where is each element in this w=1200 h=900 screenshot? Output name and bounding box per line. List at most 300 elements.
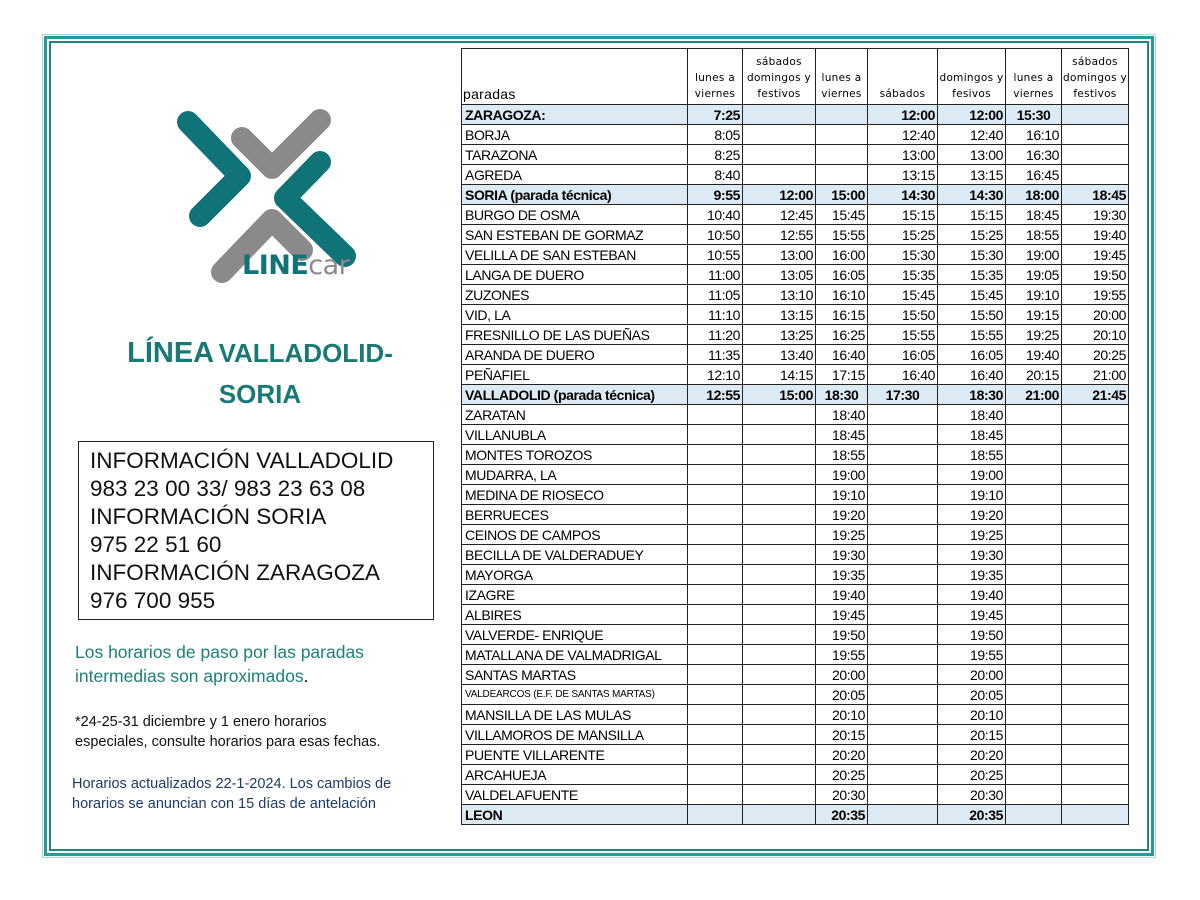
stop-label: VALVERDE- ENRIQUE — [465, 626, 604, 643]
timetable — [461, 48, 1129, 825]
time-cell — [816, 105, 868, 125]
time-cell: 16:30 — [1006, 145, 1062, 165]
time-cell: 13:25 — [743, 325, 816, 345]
time-cell — [688, 665, 743, 685]
time-cell — [1062, 665, 1129, 685]
stop-name — [462, 125, 688, 145]
header-stops: paradas — [462, 49, 688, 105]
time-cell: 19:35 — [938, 565, 1006, 585]
stop-name — [462, 785, 688, 805]
table-row — [462, 605, 1129, 625]
time-cell — [1062, 725, 1129, 745]
time-cell — [1062, 765, 1129, 785]
stop-label: VILLANUBLA — [465, 426, 546, 443]
time-cell: 12:55 — [743, 225, 816, 245]
time-cell — [743, 585, 816, 605]
time-cell: 13:15 — [938, 165, 1006, 185]
time-cell — [1062, 685, 1129, 705]
contact-info-box — [78, 441, 434, 620]
time-cell: 16:45 — [1006, 165, 1062, 185]
time-cell — [688, 505, 743, 525]
time-cell — [1062, 525, 1129, 545]
time-cell — [743, 525, 816, 545]
time-cell — [1062, 465, 1129, 485]
time-cell — [868, 805, 938, 825]
table-row — [462, 805, 1129, 825]
time-cell: 19:40 — [1006, 345, 1062, 365]
stop-label: SAN ESTEBAN DE GORMAZ — [465, 226, 644, 243]
special-dates-note — [75, 712, 445, 752]
stop-label: VILLAMOROS DE MANSILLA — [465, 726, 644, 743]
stop-name — [462, 765, 688, 785]
header-col-1: lunes a viernes — [688, 49, 743, 105]
time-cell: 21:45 — [1062, 385, 1129, 405]
time-cell — [1062, 145, 1129, 165]
time-cell — [868, 505, 938, 525]
time-cell — [1062, 565, 1129, 585]
time-cell — [1062, 645, 1129, 665]
updated-note — [72, 774, 452, 814]
time-cell: 19:30 — [938, 545, 1006, 565]
time-cell: 18:40 — [816, 405, 868, 425]
time-cell: 20:30 — [938, 785, 1006, 805]
stop-name — [462, 565, 688, 585]
time-cell: 20:15 — [816, 725, 868, 745]
time-cell: 20:30 — [816, 785, 868, 805]
stop-name — [462, 585, 688, 605]
time-cell — [688, 705, 743, 725]
time-cell — [743, 445, 816, 465]
time-cell — [743, 645, 816, 665]
time-cell — [868, 445, 938, 465]
table-row — [462, 385, 1129, 405]
stop-label: MUDARRA, LA — [465, 466, 557, 483]
stop-name — [462, 345, 688, 365]
time-cell — [1006, 685, 1062, 705]
stop-label: CEINOS DE CAMPOS — [465, 526, 601, 543]
table-row — [462, 165, 1129, 185]
time-cell: 16:15 — [816, 305, 868, 325]
time-cell: 15:35 — [938, 265, 1006, 285]
table-row — [462, 765, 1129, 785]
stop-label: ZUZONES — [465, 286, 530, 303]
stop-label: BURGO DE OSMA — [465, 206, 580, 223]
time-cell: 20:15 — [938, 725, 1006, 745]
time-cell: 10:55 — [688, 245, 743, 265]
time-cell — [743, 745, 816, 765]
time-cell — [743, 125, 816, 145]
table-row — [462, 265, 1129, 285]
stop-label: PUENTE VILLARENTE — [465, 746, 605, 763]
time-cell: 14:15 — [743, 365, 816, 385]
header-col-5: domingos y fesivos — [938, 49, 1006, 105]
table-row — [462, 185, 1129, 205]
time-cell: 19:30 — [1062, 205, 1129, 225]
stop-name — [462, 385, 688, 405]
time-cell — [743, 485, 816, 505]
time-cell: 9:55 — [688, 185, 743, 205]
time-cell: 18:55 — [1006, 225, 1062, 245]
time-cell: 16:05 — [938, 345, 1006, 365]
time-cell: 12:00 — [938, 105, 1006, 125]
stop-name — [462, 365, 688, 385]
timetable-header-row — [462, 49, 1129, 105]
time-cell: 19:10 — [938, 485, 1006, 505]
table-row — [462, 785, 1129, 805]
stop-name — [462, 725, 688, 745]
time-cell: 19:10 — [816, 485, 868, 505]
stop-label: VID, LA — [465, 306, 511, 323]
time-cell: 13:15 — [868, 165, 938, 185]
logo-word-car: car — [308, 250, 350, 281]
table-row — [462, 205, 1129, 225]
time-cell — [868, 525, 938, 545]
stop-label: VALDEARCOS (E.F. DE SANTAS MARTAS) — [465, 689, 655, 700]
table-row — [462, 665, 1129, 685]
time-cell: 15:55 — [816, 225, 868, 245]
route-title — [60, 335, 460, 417]
time-cell — [688, 445, 743, 465]
time-cell: 18:45 — [816, 425, 868, 445]
time-cell — [743, 605, 816, 625]
stop-label: BECILLA DE VALDERADUEY — [465, 546, 644, 563]
time-cell — [816, 125, 868, 145]
time-cell — [743, 705, 816, 725]
time-cell: 13:10 — [743, 285, 816, 305]
time-cell — [743, 765, 816, 785]
time-cell: 20:25 — [1062, 345, 1129, 365]
table-row — [462, 125, 1129, 145]
time-cell — [688, 485, 743, 505]
info-zaragoza-phone: 976 700 955 — [90, 588, 216, 613]
time-cell — [868, 465, 938, 485]
info-valladolid-label: INFORMACIÓN VALLADOLID — [90, 448, 394, 473]
time-cell: 15:00 — [743, 385, 816, 405]
time-cell: 19:55 — [938, 645, 1006, 665]
time-cell — [1006, 805, 1062, 825]
time-cell — [1006, 705, 1062, 725]
stop-label: ARANDA DE DUERO — [465, 346, 595, 363]
header-col-6: lunes a viernes — [1006, 49, 1062, 105]
time-cell: 11:35 — [688, 345, 743, 365]
time-cell: 20:35 — [816, 805, 868, 825]
info-soria-label: INFORMACIÓN SORIA — [90, 504, 327, 529]
table-row — [462, 285, 1129, 305]
stop-name — [462, 325, 688, 345]
time-cell: 20:20 — [938, 745, 1006, 765]
stop-name — [462, 105, 688, 125]
time-cell — [1062, 425, 1129, 445]
time-cell: 19:35 — [816, 565, 868, 585]
time-cell: 7:25 — [688, 105, 743, 125]
stop-name — [462, 305, 688, 325]
time-cell — [743, 665, 816, 685]
table-row — [462, 545, 1129, 565]
time-cell: 19:50 — [938, 625, 1006, 645]
updated-note-line-1: Horarios actualizados 22-1-2024. Los cambios de — [72, 776, 392, 792]
time-cell — [1062, 485, 1129, 505]
time-cell: 13:00 — [743, 245, 816, 265]
time-cell: 20:10 — [1062, 325, 1129, 345]
time-cell: 20:05 — [938, 685, 1006, 705]
stop-name — [462, 485, 688, 505]
time-cell: 11:05 — [688, 285, 743, 305]
special-note-line-2: especiales, consulte horarios para esas fechas. — [75, 734, 381, 750]
time-cell: 17:30 — [868, 385, 938, 405]
time-cell — [688, 645, 743, 665]
time-cell — [688, 585, 743, 605]
time-cell — [868, 485, 938, 505]
table-row — [462, 465, 1129, 485]
time-cell: 16:10 — [816, 285, 868, 305]
time-cell: 20:00 — [938, 665, 1006, 685]
time-cell — [743, 625, 816, 645]
table-row — [462, 105, 1129, 125]
time-cell — [1062, 505, 1129, 525]
time-cell — [1006, 605, 1062, 625]
time-cell: 11:20 — [688, 325, 743, 345]
time-cell — [816, 145, 868, 165]
time-cell: 19:55 — [816, 645, 868, 665]
time-cell: 19:40 — [816, 585, 868, 605]
time-cell: 19:45 — [938, 605, 1006, 625]
time-cell: 19:45 — [816, 605, 868, 625]
time-cell — [743, 685, 816, 705]
time-cell: 10:50 — [688, 225, 743, 245]
time-cell: 12:00 — [743, 185, 816, 205]
time-cell — [816, 165, 868, 185]
time-cell: 15:15 — [868, 205, 938, 225]
time-cell: 20:20 — [816, 745, 868, 765]
time-cell: 14:30 — [868, 185, 938, 205]
stop-name — [462, 285, 688, 305]
time-cell — [1062, 745, 1129, 765]
time-cell — [743, 565, 816, 585]
time-cell — [688, 565, 743, 585]
stop-label: MATALLANA DE VALMADRIGAL — [465, 646, 662, 663]
stop-name — [462, 625, 688, 645]
time-cell — [743, 425, 816, 445]
time-cell — [1006, 405, 1062, 425]
stop-name — [462, 225, 688, 245]
time-cell — [1062, 785, 1129, 805]
stop-name — [462, 665, 688, 685]
time-cell — [1006, 465, 1062, 485]
time-cell — [1062, 445, 1129, 465]
time-cell: 18:55 — [938, 445, 1006, 465]
time-cell: 15:45 — [938, 285, 1006, 305]
stop-label: ARCAHUEJA — [465, 766, 547, 783]
time-cell — [688, 805, 743, 825]
time-cell — [868, 625, 938, 645]
stop-label: LEON — [465, 806, 503, 823]
stop-name — [462, 265, 688, 285]
time-cell — [688, 785, 743, 805]
time-cell: 16:25 — [816, 325, 868, 345]
stop-name — [462, 745, 688, 765]
time-cell: 19:55 — [1062, 285, 1129, 305]
time-cell: 20:10 — [816, 705, 868, 725]
stop-name — [462, 405, 688, 425]
time-cell: 15:50 — [868, 305, 938, 325]
time-cell — [1006, 425, 1062, 445]
time-cell — [868, 605, 938, 625]
stop-label: MEDINA DE RIOSECO — [465, 486, 604, 503]
time-cell: 18:30 — [938, 385, 1006, 405]
time-cell — [1006, 445, 1062, 465]
stop-label: PEÑAFIEL — [465, 366, 530, 383]
time-cell: 12:55 — [688, 385, 743, 405]
time-cell: 15:25 — [868, 225, 938, 245]
time-cell: 13:00 — [868, 145, 938, 165]
time-cell — [1062, 105, 1129, 125]
time-cell — [1062, 165, 1129, 185]
time-cell — [688, 765, 743, 785]
time-cell: 20:05 — [816, 685, 868, 705]
stop-label: BERRUECES — [465, 506, 549, 523]
stop-label: BORJA — [465, 126, 510, 143]
stop-name — [462, 245, 688, 265]
time-cell: 15:30 — [868, 245, 938, 265]
time-cell — [1006, 565, 1062, 585]
time-cell — [743, 165, 816, 185]
time-cell — [688, 425, 743, 445]
time-cell — [868, 425, 938, 445]
time-cell — [1062, 125, 1129, 145]
time-cell — [743, 785, 816, 805]
time-cell: 18:45 — [1062, 185, 1129, 205]
time-cell — [688, 745, 743, 765]
time-cell — [1006, 745, 1062, 765]
time-cell: 19:20 — [816, 505, 868, 525]
time-cell: 19:50 — [816, 625, 868, 645]
time-cell — [1006, 645, 1062, 665]
stop-name — [462, 705, 688, 725]
time-cell — [868, 645, 938, 665]
title-route-2: SORIA — [218, 379, 302, 409]
table-row — [462, 565, 1129, 585]
table-row — [462, 405, 1129, 425]
time-cell — [1062, 625, 1129, 645]
time-cell: 13:00 — [938, 145, 1006, 165]
stop-note: (parada técnica) — [506, 186, 612, 203]
time-cell — [688, 545, 743, 565]
time-cell: 15:15 — [938, 205, 1006, 225]
time-cell: 19:10 — [1006, 285, 1062, 305]
timetable-body — [462, 105, 1129, 825]
time-cell — [743, 805, 816, 825]
stop-note: (parada técnica) — [550, 386, 655, 403]
stop-label: IZAGRE — [465, 586, 515, 603]
special-note-line-1: *24-25-31 diciembre y 1 enero horarios — [75, 714, 327, 730]
time-cell: 12:40 — [868, 125, 938, 145]
time-cell: 18:45 — [938, 425, 1006, 445]
time-cell — [743, 405, 816, 425]
stop-name — [462, 605, 688, 625]
time-cell — [1006, 785, 1062, 805]
stop-label: ZARATAN — [465, 406, 526, 423]
time-cell — [688, 465, 743, 485]
time-cell: 14:30 — [938, 185, 1006, 205]
time-cell: 16:40 — [868, 365, 938, 385]
approximate-times-note — [75, 640, 435, 688]
stop-name — [462, 165, 688, 185]
time-cell: 11:00 — [688, 265, 743, 285]
time-cell: 13:05 — [743, 265, 816, 285]
time-cell: 20:00 — [1062, 305, 1129, 325]
time-cell — [1062, 405, 1129, 425]
approx-note-line-1: Los horarios de paso por las paradas — [75, 642, 364, 662]
time-cell — [1062, 585, 1129, 605]
stop-label: MONTES TOROZOS — [465, 446, 592, 463]
header-col-3: lunes a viernes — [816, 49, 868, 105]
time-cell: 15:45 — [868, 285, 938, 305]
time-cell: 21:00 — [1062, 365, 1129, 385]
time-cell: 13:40 — [743, 345, 816, 365]
stop-label: AGREDA — [465, 166, 522, 183]
time-cell: 19:40 — [1062, 225, 1129, 245]
logo-word-line: LINE — [242, 250, 309, 281]
stop-name — [462, 425, 688, 445]
stop-label: FRESNILLO DE LAS DUEÑAS — [465, 326, 650, 343]
time-cell — [743, 105, 816, 125]
stop-name — [462, 645, 688, 665]
table-row — [462, 585, 1129, 605]
time-cell — [868, 545, 938, 565]
time-cell: 11:10 — [688, 305, 743, 325]
time-cell — [868, 705, 938, 725]
stop-name — [462, 685, 688, 705]
time-cell — [743, 145, 816, 165]
table-row — [462, 245, 1129, 265]
time-cell — [1006, 665, 1062, 685]
time-cell — [868, 765, 938, 785]
stop-label: SANTAS MARTAS — [465, 666, 576, 683]
time-cell: 8:25 — [688, 145, 743, 165]
time-cell — [688, 625, 743, 645]
time-cell — [1006, 765, 1062, 785]
time-cell — [1062, 605, 1129, 625]
table-row — [462, 305, 1129, 325]
time-cell: 18:30 — [816, 385, 868, 405]
time-cell: 16:05 — [868, 345, 938, 365]
time-cell: 12:40 — [938, 125, 1006, 145]
time-cell: 18:40 — [938, 405, 1006, 425]
time-cell: 15:30 — [1006, 105, 1062, 125]
time-cell: 20:25 — [816, 765, 868, 785]
time-cell — [1006, 545, 1062, 565]
stop-label: MAYORGA — [465, 566, 533, 583]
time-cell — [1062, 545, 1129, 565]
table-row — [462, 685, 1129, 705]
stop-name — [462, 545, 688, 565]
time-cell — [743, 725, 816, 745]
time-cell — [1062, 705, 1129, 725]
time-cell: 20:25 — [938, 765, 1006, 785]
time-cell — [688, 605, 743, 625]
time-cell — [743, 465, 816, 485]
time-cell: 19:25 — [1006, 325, 1062, 345]
header-col-2: sábados domingos y festivos — [743, 49, 816, 105]
info-soria-phone: 975 22 51 60 — [90, 532, 222, 557]
time-cell: 18:55 — [816, 445, 868, 465]
time-cell — [688, 405, 743, 425]
time-cell: 20:15 — [1006, 365, 1062, 385]
info-zaragoza-label: INFORMACIÓN ZARAGOZA — [90, 560, 381, 585]
stop-label: ALBIRES — [465, 606, 522, 623]
time-cell — [868, 665, 938, 685]
stop-label: VALLADOLID — [465, 386, 551, 403]
